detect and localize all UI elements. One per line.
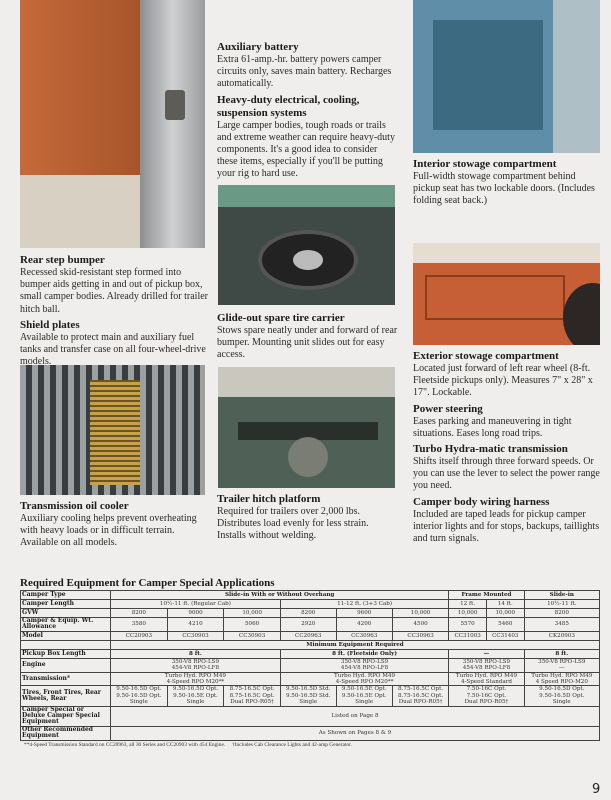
cell: 9000 (167, 609, 224, 618)
table-row (21, 618, 600, 632)
row-label: Pickup Box Length (21, 649, 111, 658)
cell: 5060 (224, 618, 280, 632)
interior-stowage-title: Interior stowage compartment (413, 158, 557, 170)
footnote: †Includes Cab Clearance Lights and 42-amp Generator. (232, 741, 352, 748)
cell: 10,000 (486, 609, 524, 618)
row-label: Model (21, 631, 111, 640)
row-label: Camper Special or Deluxe Camper Special Equipment (21, 706, 111, 726)
cell: 8 ft. (Fleetside Only) (280, 649, 448, 658)
interior-stowage-body: Full-width stowage compartment behind pickup seat has two lockable doors. (Includes folding seat back.) (413, 171, 595, 207)
trailer-hitch-photo (218, 367, 395, 488)
row-label: GVW (21, 609, 111, 618)
spare-tire-body: Stows spare neatly under and forward of rear bumper. Mounting unit slides out for easy access. (217, 325, 398, 361)
table-row (21, 631, 600, 640)
spare-tire-carrier-photo (218, 185, 395, 305)
table-row (21, 600, 600, 609)
table-row (21, 649, 600, 658)
wiring-harness-title: Camper body wiring harness (413, 495, 550, 508)
cell: 350-V8 RPO-LS9 454-V8 RPO-LF8 (449, 658, 524, 672)
table-row (21, 591, 600, 600)
cell: CC20963 (280, 631, 336, 640)
cell: 10,000 (224, 609, 280, 618)
cell: CC30903 (224, 631, 280, 640)
transmission-oil-cooler-body: Auxiliary cooling helps prevent overheating with heavy loads or in difficult terrain. Available on all models. (20, 513, 197, 549)
cell: CC30963 (392, 631, 448, 640)
cell: 9.50-16.5E Opt. 9.50-16.5E Opt. Single (336, 686, 392, 706)
exterior-stowage-title: Exterior stowage compartment (413, 350, 559, 362)
equipment-table-section (20, 577, 600, 749)
trailer-hitch-body: Required for trailers over 2,000 lbs. Distributes load evenly for less strain. Installs without welding. (217, 506, 369, 542)
cell: 7.50-16C Opt. 7.50-16C Opt. Dual RPO-R05† (449, 686, 524, 706)
cell: 8200 (524, 609, 599, 618)
table-row (21, 686, 600, 706)
rear-step-bumper-title: Rear step bumper (20, 254, 105, 266)
table-row (21, 706, 600, 726)
cell: 10½-11 ft. (Regular Cab) (111, 600, 281, 609)
type-cell: Frame Mounted (449, 591, 524, 600)
cell: 5570 (449, 618, 487, 632)
exterior-stowage-body: Located just forward of left rear wheel (8-ft. Fleetside pickups only). Measures 7" x 28" x 17". Lockable. (413, 363, 593, 399)
table-row (21, 658, 600, 672)
cell: CC30903 (167, 631, 224, 640)
cell: — (449, 649, 524, 658)
row-label: Camper & Equip. Wt. Allowance (21, 618, 111, 632)
cell: 4200 (336, 618, 392, 632)
turbo-hydramatic-title: Turbo Hydra-matic transmission (413, 443, 568, 456)
cell: Turbo Hyd. RPO M49 4-Speed RPO M20** (111, 672, 281, 686)
cell: As Shown on Pages 8 & 9 (111, 726, 600, 740)
table-row (21, 609, 600, 618)
cell: 350-V8 RPO-LS9 454-V8 RPO-LF8 (280, 658, 448, 672)
cell: 9.50-16.5D Std. 9.50-16.5D Std. Single (280, 686, 336, 706)
cell: CC31003 (449, 631, 487, 640)
table-row (21, 672, 600, 686)
rear-step-bumper-photo (20, 0, 205, 248)
cell: 10,000 (449, 609, 487, 618)
cell: Listed on Page 8 (111, 706, 600, 726)
row-label: Camper Length (21, 600, 111, 609)
cell: 4500 (392, 618, 448, 632)
auxiliary-battery-title: Auxiliary battery (217, 41, 299, 53)
cell: 9.50-16.5D Opt. 9.50-16.5D Opt. Single (524, 686, 599, 706)
page-number: 9 (592, 782, 601, 797)
shield-plates-title: Shield plates (20, 318, 80, 331)
cell: 3485 (524, 618, 599, 632)
cell: 9.50-16.5D Opt. 9.50-16.5E Opt. Single (167, 686, 224, 706)
equipment-table (20, 590, 600, 741)
row-label: Engine (21, 658, 111, 672)
rear-step-bumper-body: Recessed skid-resistant step formed into bumper aids getting in and out of pickup box, small camper bodies. Already drilled for trailer hitch ball. (20, 267, 208, 315)
cell: Turbo Hyd. RPO M49 4 Speed RPO-M20 (524, 672, 599, 686)
row-label: Camper Type (21, 591, 111, 600)
exterior-stowage-photo (413, 243, 600, 345)
cell: CK20903 (524, 631, 599, 640)
heavy-duty-body: Large camper bodies, tough roads or trails and extreme weather can require heavy-duty components. It's a good idea to consider these items, especially if you'll be putting your rig to hard use. (217, 119, 395, 180)
cell: 8 ft. (524, 649, 599, 658)
cell: 5460 (486, 618, 524, 632)
cell: 10½-11 ft. (524, 600, 599, 609)
turbo-hydramatic-body: Shifts itself through three forward speeds. Or you can use the lever to select the power range you need. (413, 456, 600, 492)
cell: 8200 (280, 609, 336, 618)
auxiliary-battery-body: Extra 61-amp.-hr. battery powers camper circuits only, saves main battery. Recharges automatically. (217, 54, 392, 90)
wiring-harness-body: Included are taped leads for pickup camper interior lights and for stops, backups, taillights and turn signals. (413, 508, 600, 545)
heavy-duty-title: Heavy-duty electrical, cooling, suspension systems (217, 93, 360, 119)
cell: 10,000 (392, 609, 448, 618)
transmission-oil-cooler-title: Transmission oil cooler (20, 500, 129, 512)
table-row (21, 726, 600, 740)
table-row (21, 640, 600, 649)
min-required-heading: Minimum Equipment Required (111, 640, 600, 649)
cell: 8200 (111, 609, 168, 618)
row-label: Tires, Front Tires, Rear Wheels, Rear (21, 686, 111, 706)
type-cell: Slide-in With or Without Overhang (111, 591, 449, 600)
row-label (21, 640, 111, 649)
row-label: Other Recommended Equipment (21, 726, 111, 740)
interior-stowage-photo (413, 0, 600, 153)
cell: Turbo Hyd. RPO M49 4-Speed RPO M20** (280, 672, 448, 686)
spare-tire-title: Glide-out spare tire carrier (217, 312, 345, 324)
cell: 8 ft. (111, 649, 281, 658)
cell: 12 ft. (449, 600, 487, 609)
cell: 4210 (167, 618, 224, 632)
cell: 350-V8 RPO-LS9 454-V8 RPO-LF8 (111, 658, 281, 672)
power-steering-title: Power steering (413, 402, 483, 415)
cell: 3580 (111, 618, 168, 632)
type-cell: Slide-in (524, 591, 599, 600)
row-label: Transmission* (21, 672, 111, 686)
cell: 9600 (336, 609, 392, 618)
table-title: Required Equipment for Camper Special Applications (20, 577, 275, 589)
cell: 350-V8 RPO-LS9 — (524, 658, 599, 672)
cell: 14 ft. (486, 600, 524, 609)
footnotes (20, 742, 580, 749)
cell: CC20903 (111, 631, 168, 640)
cell: CC30963 (336, 631, 392, 640)
trailer-hitch-title: Trailer hitch platform (217, 493, 321, 505)
cell: 2920 (280, 618, 336, 632)
cell: 11-12 ft. (3+3 Cab) (280, 600, 448, 609)
cell: Turbo Hyd. RPO M49 4-Speed Standard (449, 672, 524, 686)
cell: CC31403 (486, 631, 524, 640)
transmission-oil-cooler-photo (20, 365, 205, 495)
power-steering-body: Eases parking and maneuvering in tight situations. Eases long road trips. (413, 415, 572, 439)
cell: 8.75-16.5C Opt. 8.75-16.5C Opt. Dual RPO-R05† (392, 686, 448, 706)
shield-plates-body: Available to protect main and auxiliary fuel tanks and transfer case on all four-wheel-drive models. (20, 331, 206, 368)
cell: 8.75-16.5C Opt. 8.75-16.5C Opt. Dual RPO-R05† (224, 686, 280, 706)
cell: 9.50-16.5D Opt. 9.50-16.5D Opt. Single (111, 686, 168, 706)
footnote: **4-Speed Transmission Standard on CC20963, all 30 Series and CC20903 with 454 Engine. (24, 741, 226, 748)
